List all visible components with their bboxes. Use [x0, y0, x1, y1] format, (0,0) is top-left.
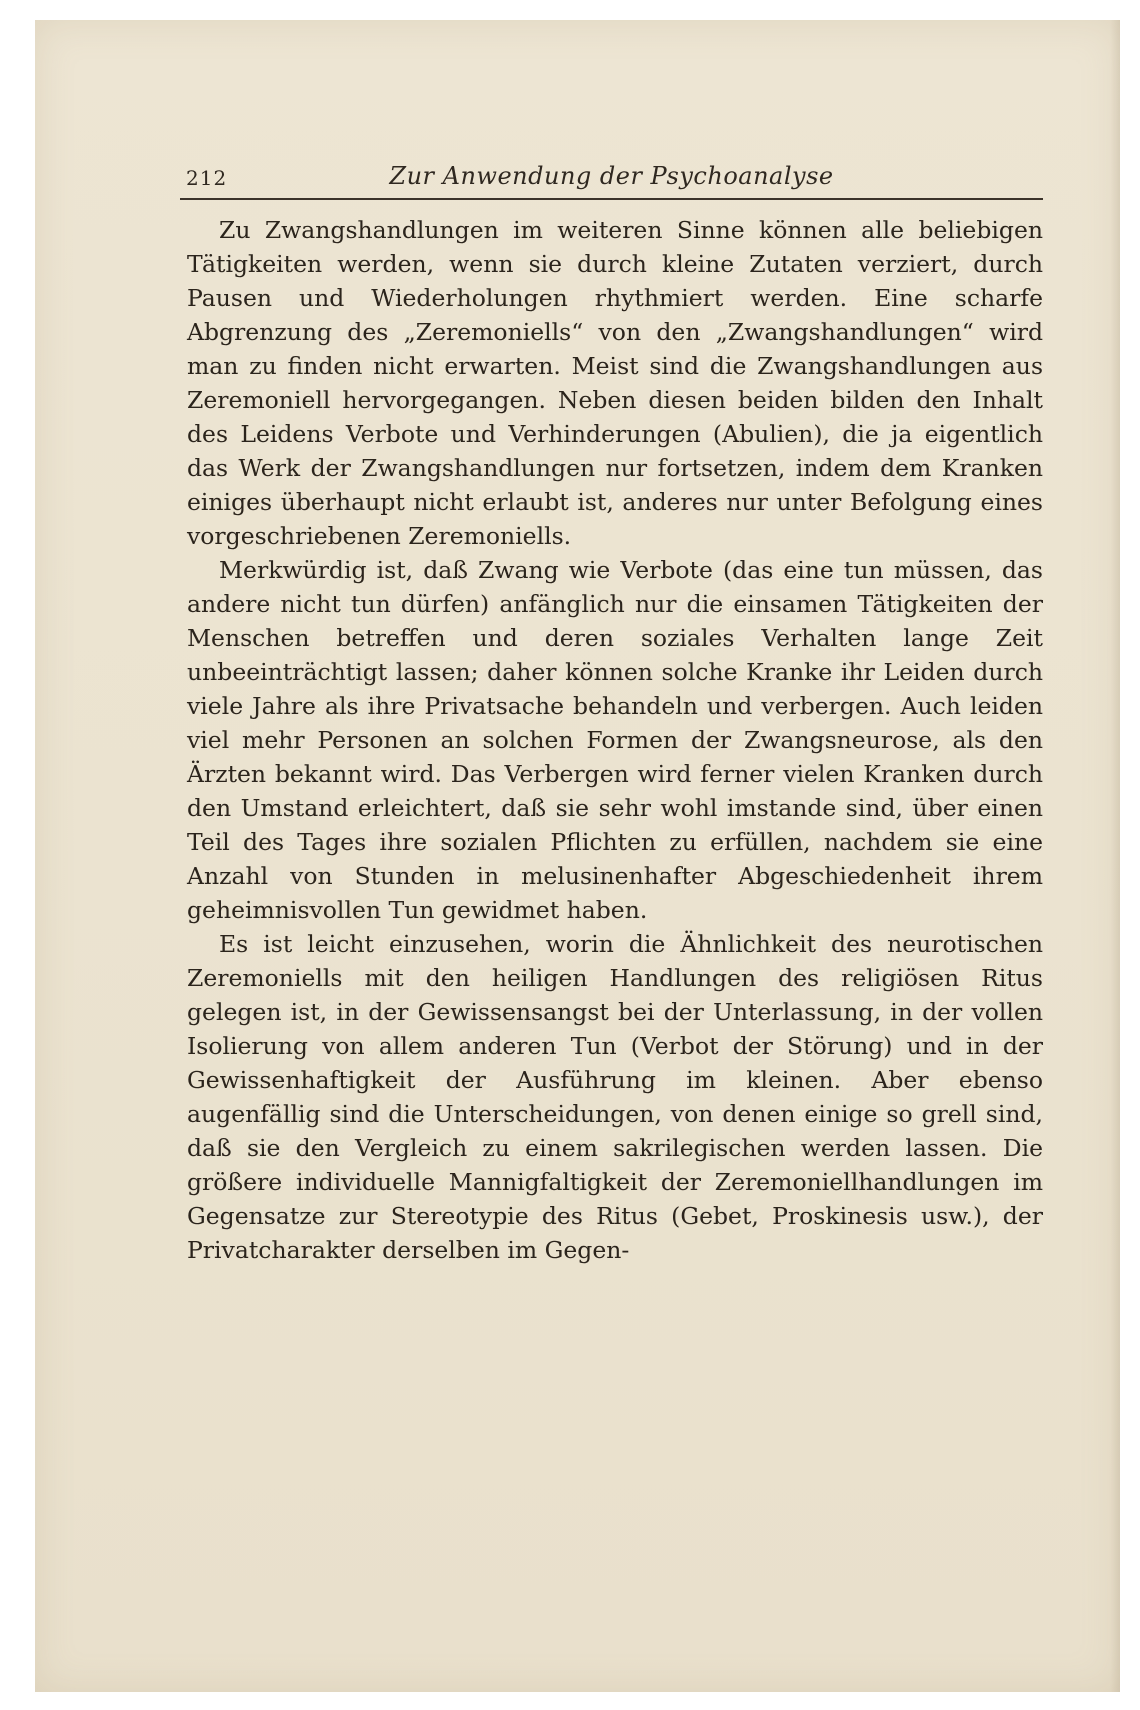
paragraph-3: Es ist leicht einzusehen, worin die Ähnlichkeit des neurotischen Zeremoniells mit den heiligen Handlungen des religiösen Ritus gelegen ist, in der Gewissensangst bei der Unterlassung, in der vollen Isolierung von allem anderen Tun (Verbot der Störung) und in der Gewissenhaftigkeit der Ausführung im kleinen. Aber ebenso augenfällig sind die Unterscheidungen, von denen einige so grell sind, daß sie den Vergleich zu einem sakrilegischen werden lassen. Die größere individuelle Mannigfaltigkeit der Zeremoniellhandlungen im Gegensatze zur Stereotypie des Ritus (Gebet, Proskinesis usw.), der Privatcharakter derselben im Gegen-: [187, 930, 1043, 1264]
paragraph-2: Merkwürdig ist, daß Zwang wie Verbote (das eine tun müssen, das andere nicht tun dürfen) anfänglich nur die einsamen Tätigkeiten der Menschen betreffen und deren soziales Verhalten lange Zeit unbeeinträchtigt lassen; daher können solche Kranke ihr Leiden durch viele Jahre als ihre Privatsache behandeln und verbergen. Auch leiden viel mehr Personen an solchen Formen der Zwangsneurose, als den Ärzten bekannt wird. Das Verbergen wird ferner vielen Kranken durch den Umstand erleichtert, daß sie sehr wohl imstande sind, über einen Teil des Tages ihre sozialen Pflichten zu erfüllen, nachdem sie eine Anzahl von Stunden in melusinenhafter Abgeschiedenheit ihrem geheimnisvollen Tun gewidmet haben.: [187, 556, 1043, 924]
page-number: 212: [186, 166, 228, 190]
paragraph-1: Zu Zwangshandlungen im weiteren Sinne können alle beliebigen Tätigkeiten werden, wenn sie durch kleine Zutaten verziert, durch Pausen und Wiederholungen rhythmiert werden. Eine scharfe Abgrenzung des „Zeremoniells“ von den „Zwangshandlungen“ wird man zu finden nicht erwarten. Meist sind die Zwangshandlungen aus Zeremoniell hervorgegangen. Neben diesen beiden bilden den Inhalt des Leidens Verbote und Verhinderungen (Abulien), die ja eigentlich das Werk der Zwangshandlungen nur fortsetzen, indem dem Kranken einiges überhaupt nicht erlaubt ist, anderes nur unter Befolgung eines vorgeschriebenen Zeremoniells.: [187, 216, 1043, 550]
running-head: [180, 148, 1043, 200]
running-head-title: Zur Anwendung der Psychoanalyse: [389, 162, 834, 190]
page-edge-shadow: [1110, 20, 1120, 1692]
body-text: [187, 213, 1043, 1267]
